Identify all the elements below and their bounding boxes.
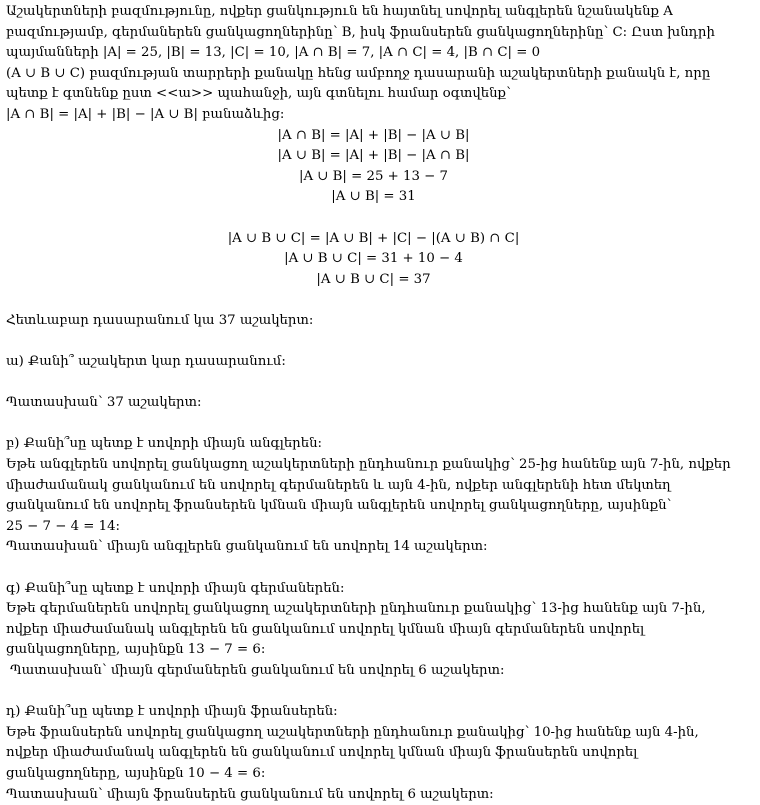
- spacer: [6, 290, 750, 311]
- part-c-question: գ) Քանի՞սը պետք է սովորի միայն գերմաներեն:: [6, 580, 345, 596]
- part-c-body-line: ովքեր միաժամանակ անգլերեն են ցանկանում սովորել կմնան միայն գերմաներեն սովորել: [6, 621, 645, 637]
- intro-line: Աշակերտների բազմությունը, ովքեր ցանկություն են հայտնել սովորել անգլերեն նշանակենք A: [6, 4, 673, 19]
- intro-line: պետք է գտնենք ըստ <<ա>> պահանջի, այն գտնելու համար օգտվենք՝: [6, 86, 511, 102]
- part-a-question: ա) Քանի՞ աշակերտ կար դասարանում:: [6, 354, 286, 370]
- intro-line: |A ∩ B| = |A| + |B| − |A ∪ B| բանաձևից:: [6, 106, 285, 122]
- formula-line: |A ∪ B ∪ C| = 37: [316, 271, 431, 287]
- intro-paragraph: [6, 2, 750, 126]
- formula-line: |A ∪ B ∪ C| = 31 + 10 − 4: [284, 251, 463, 267]
- spacer: [6, 208, 750, 229]
- spacer: [6, 682, 750, 703]
- part-b-answer: Պատասխան՝ միայն անգլերեն ցանկանում են սովորել 14 աշակերտ:: [6, 539, 488, 555]
- part-c-answer: Պատասխան՝ միայն գերմաներեն ցանկանում են սովորել 6 աշակերտ:: [10, 663, 505, 678]
- spacer: [6, 414, 750, 435]
- part-c-body-line: ցանկացողները, այսինքն 13 − 7 = 6:: [6, 642, 266, 658]
- spacer: [6, 332, 750, 353]
- part-b-body-line: 25 − 7 − 4 = 14:: [6, 518, 121, 534]
- part-b-question: բ) Քանի՞սը պետք է սովորի միայն անգլերեն:: [6, 436, 323, 452]
- intro-line: (A ∪ B ∪ C) բազմության տարրերի քանակը հենց ամբողջ դասարանի աշակերտների քանակն է, որը: [6, 65, 711, 81]
- part-d-answer: Պատասխան՝ միայն ֆրանսերեն ցանկանում են սովորել 6 աշակերտ:: [6, 786, 494, 802]
- spacer: [6, 373, 750, 394]
- part-d-body-line: Եթե ֆրանսերեն սովորել ցանկացող աշակերտների ընդհանուր քանակից՝ 10-ից հանենք այն 4-ին,: [6, 724, 699, 740]
- part-c-section: [6, 579, 750, 682]
- part-a-answer: Պատասխան՝ 37 աշակերտ:: [6, 395, 202, 411]
- formula-line: |A ∪ B| = |A| + |B| − |A ∩ B|: [277, 148, 470, 164]
- part-b-body-line: Եթե անգլերեն սովորել ցանկացող աշակերտների ընդհանուր քանակից՝ 25-ից հանենք այն 7-ին, ովքեր: [6, 457, 731, 473]
- formula-line: |A ∩ B| = |A| + |B| − |A ∪ B|: [277, 127, 470, 143]
- formula-line: |A ∪ B| = 25 + 13 − 7: [298, 168, 448, 184]
- part-c-body-line: Եթե գերմաներեն սովորել ցանկացող աշակերտների ընդհանուր քանակից՝ 13-ից հանենք այն 7-ին,: [6, 601, 706, 617]
- spacer: [6, 558, 750, 579]
- part-d-body-line: ցանկացողները, այսինքն 10 − 4 = 6:: [6, 765, 266, 781]
- formula-line: |A ∪ B ∪ C| = |A ∪ B| + |C| − |(A ∪ B) ∩ C|: [227, 230, 520, 246]
- intro-line: պայմանների |A| = 25, |B| = 13, |C| = 10, |A ∩ B| = 7, |A ∩ C| = 4, |B ∩ C| = 0: [6, 45, 541, 61]
- formula-block-union-ab: [6, 126, 750, 208]
- part-b-body-line: ցանկանում են սովորել ֆրանսերեն կմնան միայն անգլերեն սովորել ցանկացողները, այսինքն՝: [6, 498, 672, 514]
- formula-line: |A ∪ B| = 31: [331, 189, 416, 205]
- conclusion-text: Հետևաբար դասարանում կա 37 աշակերտ:: [6, 312, 314, 328]
- intro-line: բազմությամբ, գերմաներեն ցանկացողներինը՝ B, իսկ ֆրանսերեն ցանկացողներինը՝ C: Ըստ խնդրի: [6, 24, 715, 40]
- part-b-body-line: միաժամանակ ցանկանում են սովորել գերմաներեն և այն 4-ին, ովքեր անգլերենի հետ մեկտեղ: [6, 477, 671, 493]
- part-d-section: [6, 702, 750, 805]
- formula-block-union-abc: [6, 229, 750, 291]
- part-d-body-line: ովքեր միաժամանակ անգլերեն են ցանկանում սովորել կմնան միայն ֆրանսերեն սովորել: [6, 745, 638, 761]
- part-d-question: դ) Քանի՞սը պետք է սովորի միայն ֆրանսերեն:: [6, 704, 338, 720]
- part-b-section: [6, 434, 750, 558]
